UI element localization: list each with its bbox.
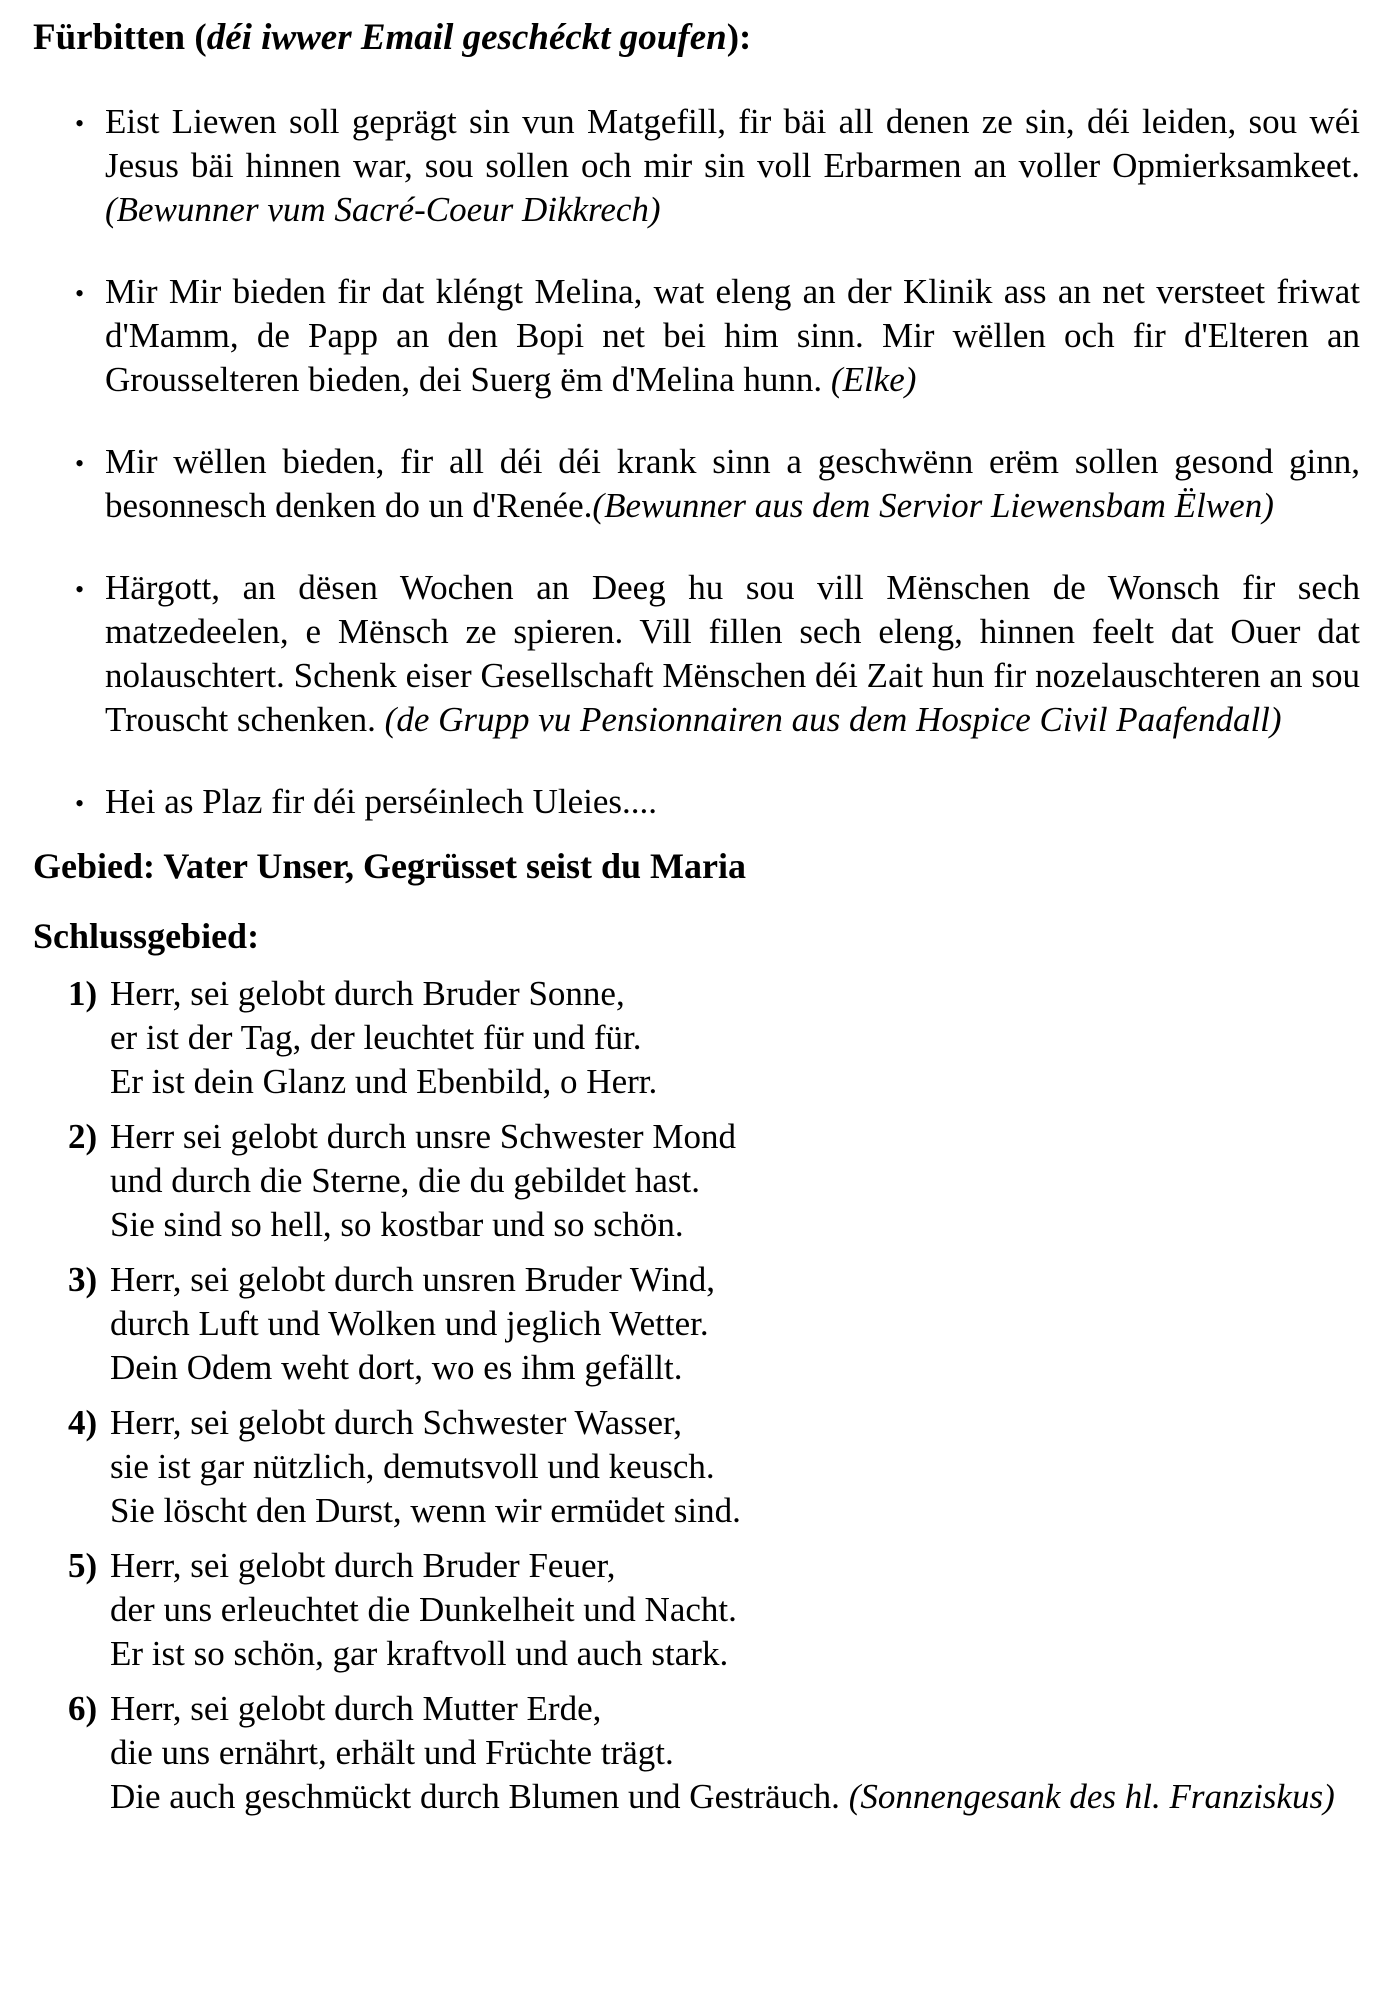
prayer-line: er ist der Tag, der leuchtet für und für. [110,1018,642,1057]
prayer-line: Herr, sei gelobt durch Bruder Sonne, [110,974,625,1013]
intercession-text: Eist Liewen soll geprägt sin vun Matgefill, fir bäi all denen ze sin, déi leiden, sou wéi Jesus bäi hinnen war, sou sollen och mir sin voll Erbarmen an voller Opmierksamkeet. [105,102,1360,185]
item-number: 3) [68,1260,98,1299]
page-title-prefix: Fürbitten ( [33,17,207,58]
prayer-line: Herr, sei gelobt durch unsren Bruder Wind, [110,1260,715,1299]
bullet-icon: • [75,279,85,308]
intercession-list [33,100,1360,824]
item-number: 1) [68,974,98,1013]
prayer-verse [110,1687,1360,1819]
prayer-line: der uns erleuchtet die Dunkelheit und Nacht. [110,1590,737,1629]
intercession-paragraph [105,100,1360,232]
intercession-paragraph [105,780,1360,824]
intercession-text: Härgott, an dësen Wochen an Deeg hu sou vill Mënschen de Wonsch fir sech matzedeelen, e Mënsch ze spieren. Vill fillen sech eleng, hinnen feelt dat Ouer dat nolauschtert. Schenk eiser Gesellschaft Mënschen déi Zait hun fir nozelauschteren an sou Trouscht schenken. [105,568,1360,739]
list-item [33,780,1360,824]
intercession-text: Mir Mir bieden fir dat kléngt Melina, wat eleng an der Klinik ass an net versteet friwat d'Mamm, de Papp an den Bopi net bei him sinn. Mir wëllen och fir d'Elteren an Grousselteren bieden, dei Suerg ëm d'Melina hunn. [105,272,1360,399]
list-item [33,1687,1360,1819]
intercession-paragraph [105,566,1360,742]
item-number: 2) [68,1117,98,1156]
bullet-icon: • [75,575,85,604]
intercession-text: Mir wëllen bieden, fir all déi déi krank sinn a geschwënn erëm sollen gesond ginn, besonnesch denken do un d'Renée. [105,442,1360,525]
item-number: 6) [68,1689,98,1728]
list-item [33,1544,1360,1676]
list-item [33,1258,1360,1390]
item-number: 5) [68,1546,98,1585]
closing-prayer-list [33,972,1360,1819]
prayer-line [110,1775,1360,1819]
intercession-attribution: (de Grupp vu Pensionnairen aus dem Hospice Civil Paafendall) [384,700,1282,739]
prayer-line: Sie löscht den Durst, wenn wir ermüdet sind. [110,1491,741,1530]
prayer-verse [110,972,1360,1104]
intercession-attribution: (Bewunner aus dem Servior Liewensbam Ëlwen) [592,486,1274,525]
bullet-icon: • [75,449,85,478]
intercession-text: Hei as Plaz fir déi perséinlech Uleies.... [105,782,658,821]
list-item [33,566,1360,742]
list-item [33,1401,1360,1533]
list-item [33,972,1360,1104]
prayer-line: Herr, sei gelobt durch Schwester Wasser, [110,1403,683,1442]
intercession-attribution: (Elke) [830,360,917,399]
page-title-suffix: ): [726,17,752,58]
item-number: 4) [68,1403,98,1442]
list-item [33,100,1360,232]
bullet-icon: • [75,109,85,138]
prayer-line-text: Die auch geschmückt durch Blumen und Gesträuch. [110,1777,849,1816]
closing-heading: Schlussgebied: [33,916,260,956]
prayer-line: Dein Odem weht dort, wo es ihm gefällt. [110,1348,683,1387]
prayer-line: die uns ernährt, erhält und Früchte trägt. [110,1733,674,1772]
prayer-heading: Gebied: Vater Unser, Gegrüsset seist du Maria [33,846,746,886]
intercession-attribution: (Bewunner vum Sacré-Coeur Dikkrech) [105,190,661,229]
page-title [33,16,1360,60]
prayer-line: durch Luft und Wolken und jeglich Wetter. [110,1304,709,1343]
prayer-line: und durch die Sterne, die du gebildet hast. [110,1161,700,1200]
bullet-icon: • [75,789,85,818]
prayer-line: Herr, sei gelobt durch Mutter Erde, [110,1689,602,1728]
prayer-line: Er ist dein Glanz und Ebenbild, o Herr. [110,1062,658,1101]
prayer-verse [110,1115,1360,1247]
prayer-verse [110,1544,1360,1676]
prayer-verse [110,1401,1360,1533]
list-item [33,1115,1360,1247]
prayer-line: Sie sind so hell, so kostbar und so schön. [110,1205,684,1244]
intercession-paragraph [105,440,1360,528]
prayer-line: Herr, sei gelobt durch Bruder Feuer, [110,1546,616,1585]
page-title-emphasis: déi iwwer Email geschéckt goufen [206,17,727,58]
prayer-verse [110,1258,1360,1390]
list-item [33,270,1360,402]
prayer-line: sie ist gar nützlich, demutsvoll und keusch. [110,1447,715,1486]
intercession-paragraph [105,270,1360,402]
prayer-line: Herr sei gelobt durch unsre Schwester Mond [110,1117,736,1156]
closing-attribution: (Sonnengesank des hl. Franziskus) [848,1777,1335,1816]
list-item [33,440,1360,528]
prayer-line: Er ist so schön, gar kraftvoll und auch stark. [110,1634,729,1673]
